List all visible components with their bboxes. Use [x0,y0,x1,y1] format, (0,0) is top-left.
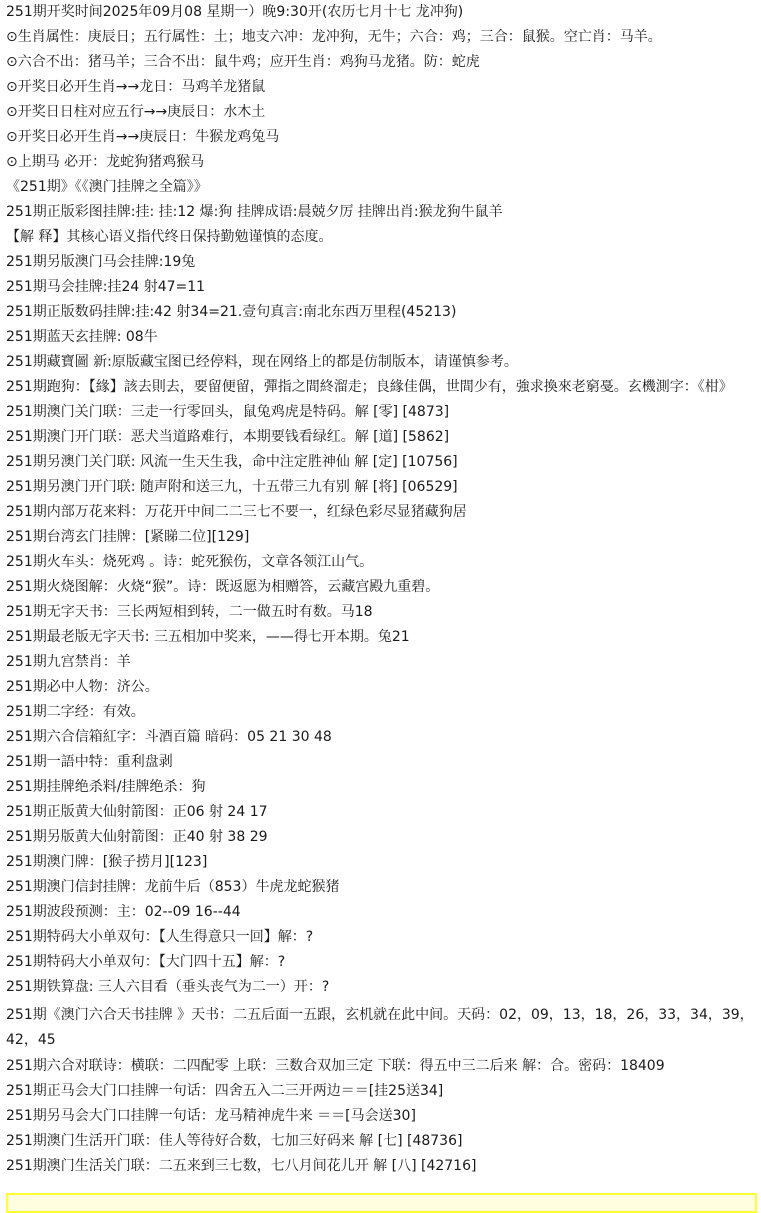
oldest-wordless-book-line: 251期最老版无字天书: 三五相加中奖来，——得七开本期。兔21 [6,629,410,645]
must-open-gengchen-line: ⊙开奖日必开生肖→→庚辰日：牛猴龙鸡兔马 [6,129,280,145]
alt-wong-tai-sin-line: 251期另版黄大仙射箭图：正40 射 38 29 [6,829,268,845]
alt-macau-open-couplet-line: 251期另澳门开门联: 随声附和送三九，十五带三九有别 解 [将] [06529] [6,479,458,495]
alt-main-gate-phrase-line: 251期另马会大门口挂牌一句话：龙马精神虎牛来 ＝＝[马会送30] [6,1108,416,1124]
explanation-line: 【解 释】其核心语义指代终日保持勤勉谨慎的态度。 [6,229,333,245]
taiwan-xuanmen-line: 251期台湾玄门挂牌：[紧睇二位][129] [6,529,250,545]
must-open-dragon-day-line: ⊙开奖日必开生肖→→龙日：马鸡羊龙猪鼠 [6,79,266,95]
must-win-figure-line: 251期必中人物：济公。 [6,679,159,695]
main-gate-phrase-line: 251期正马会大门口挂牌一句话：四舍五入二三开两边＝＝[挂25送34] [6,1083,444,1099]
internal-flowers-line: 251期内部万花来料：万花开中间二二三七不要一，红绿色彩尽显猪藏狗居 [6,504,467,520]
color-chart-line: 251期正版彩图挂牌:挂: 挂:12 爆:狗 挂牌成语:晨兢夕厉 挂牌出肖:猴龙狗牛鼠羊 [6,204,503,220]
heaven-book-line: 251期《澳门六合天书挂牌 》天书：二五后面一五跟，玄机就在此中间。天码：02，09，13，18，26，33，34，39，42，45 [6,1007,754,1048]
wordless-book-line: 251期无字天书：三长两短相到转，二一做五时有数。马18 [6,604,373,620]
fire-burn-line: 251期火烧图解：火烧“猴”。诗：既返愿为相赠答，云藏宫殿九重碧。 [6,579,440,595]
life-open-couplet-line: 251期澳门生活开门联：佳人等待好合数，七加三好码来 解 [七] [48736] [6,1133,463,1149]
highlight-box [6,1193,757,1213]
zodiac-attribute-line: ⊙生肖属性：庚辰日；五行属性：土；地支六冲：龙冲狗，无牛；六合：鸡；三合：鼠猴。空亡肖：马羊。 [6,29,662,45]
nine-palace-line: 251期九宫禁肖：羊 [6,654,131,670]
two-char-scripture-line: 251期二字经：有效。 [6,704,145,720]
last-period-horse-line: ⊙上期马 必开：龙蛇狗猪鸡猴马 [6,154,205,170]
wong-tai-sin-line: 251期正版黄大仙射箭图：正06 射 24 17 [6,804,268,820]
draw-time-line: 251期开奖时间2025年09月08 星期一）晚9:30开(农历七月十七 龙冲狗) [6,4,464,20]
treasure-map-line: 251期藏寶圖 新:原版藏宝图已经停料，现在网络上的都是仿制版本，请谨慎参考。 [6,354,518,370]
digital-code-line: 251期正版数码挂牌:挂:42 射34=21.壹句真言:南北东西万里程(45213) [6,304,457,320]
running-dog-line: 251期跑狗：【緣】該去則去，要留便留，彈指之間終溜走；良緣佳偶，世間少有，強求換來老窮戞。玄機測字：《柑》 [6,379,733,395]
one-phrase-line: 251期一語中特：重利盘剥 [6,754,173,770]
alt-macau-close-couplet-line: 251期另澳门关门联: 风流一生天生我，命中注定胜神仙 解 [定] [10756] [6,454,458,470]
macau-open-couplet-line: 251期澳门开门联：恶犬当道路难行，本期要钱看绿红。解 [道] [5862] [6,429,450,445]
mailbox-red-line: 251期六合信箱紅字：斗酒百篇 暗码：05 21 30 48 [6,729,332,745]
locomotive-line: 251期火车头：烧死鸡 。诗：蛇死猴伤，文章各领江山气。 [6,554,374,570]
abacus-line: 251期铁算盘: 三人六目看（垂头丧气为二一）开：? [6,979,330,995]
size-odd-even-line-1: 251期特码大小单双句：【人生得意只一回】解：? [6,929,314,945]
alt-macau-horse-line: 251期另版澳门马会挂牌:19兔 [6,254,196,270]
size-odd-even-line-2: 251期特码大小单双句：【大门四十五】解：? [6,954,286,970]
liuhe-not-out-line: ⊙六合不出：猪马羊；三合不出：鼠牛鸡；应开生肖：鸡狗马龙猪。防：蛇虎 [6,54,480,70]
macau-close-couplet-line: 251期澳门关门联：三走一行零回头，鼠兔鸡虎是特码。解 [零] [4873] [6,404,450,420]
absolute-kill-line: 251期挂牌绝杀料/挂牌绝杀：狗 [6,779,206,795]
blue-sky-line: 251期蓝天玄挂牌: 08牛 [6,329,158,345]
horse-club-line: 251期马会挂牌:挂24 射47=11 [6,279,206,295]
couplet-poem-line: 251期六合对联诗：横联：二四配零 上联：三数合双加三定 下联：得五中三二后来 解：合。密码：18409 [6,1058,665,1074]
life-close-couplet-line: 251期澳门生活关门联：二五来到三七数，七八月间花儿开 解 [八] [42716] [6,1158,477,1174]
macau-envelope-line: 251期澳门信封挂牌：龙前牛后（853）牛虎龙蛇猴猪 [6,879,340,895]
section-heading: 《251期》《《澳门挂牌之全篇》》 [6,179,208,195]
band-forecast-line: 251期波段预测：主：02--09 16--44 [6,904,241,920]
day-pillar-element-line: ⊙开奖日日柱对应五行→→庚辰日：水木土 [6,104,266,120]
macau-card-line: 251期澳门牌：[猴子捞月][123] [6,854,208,870]
